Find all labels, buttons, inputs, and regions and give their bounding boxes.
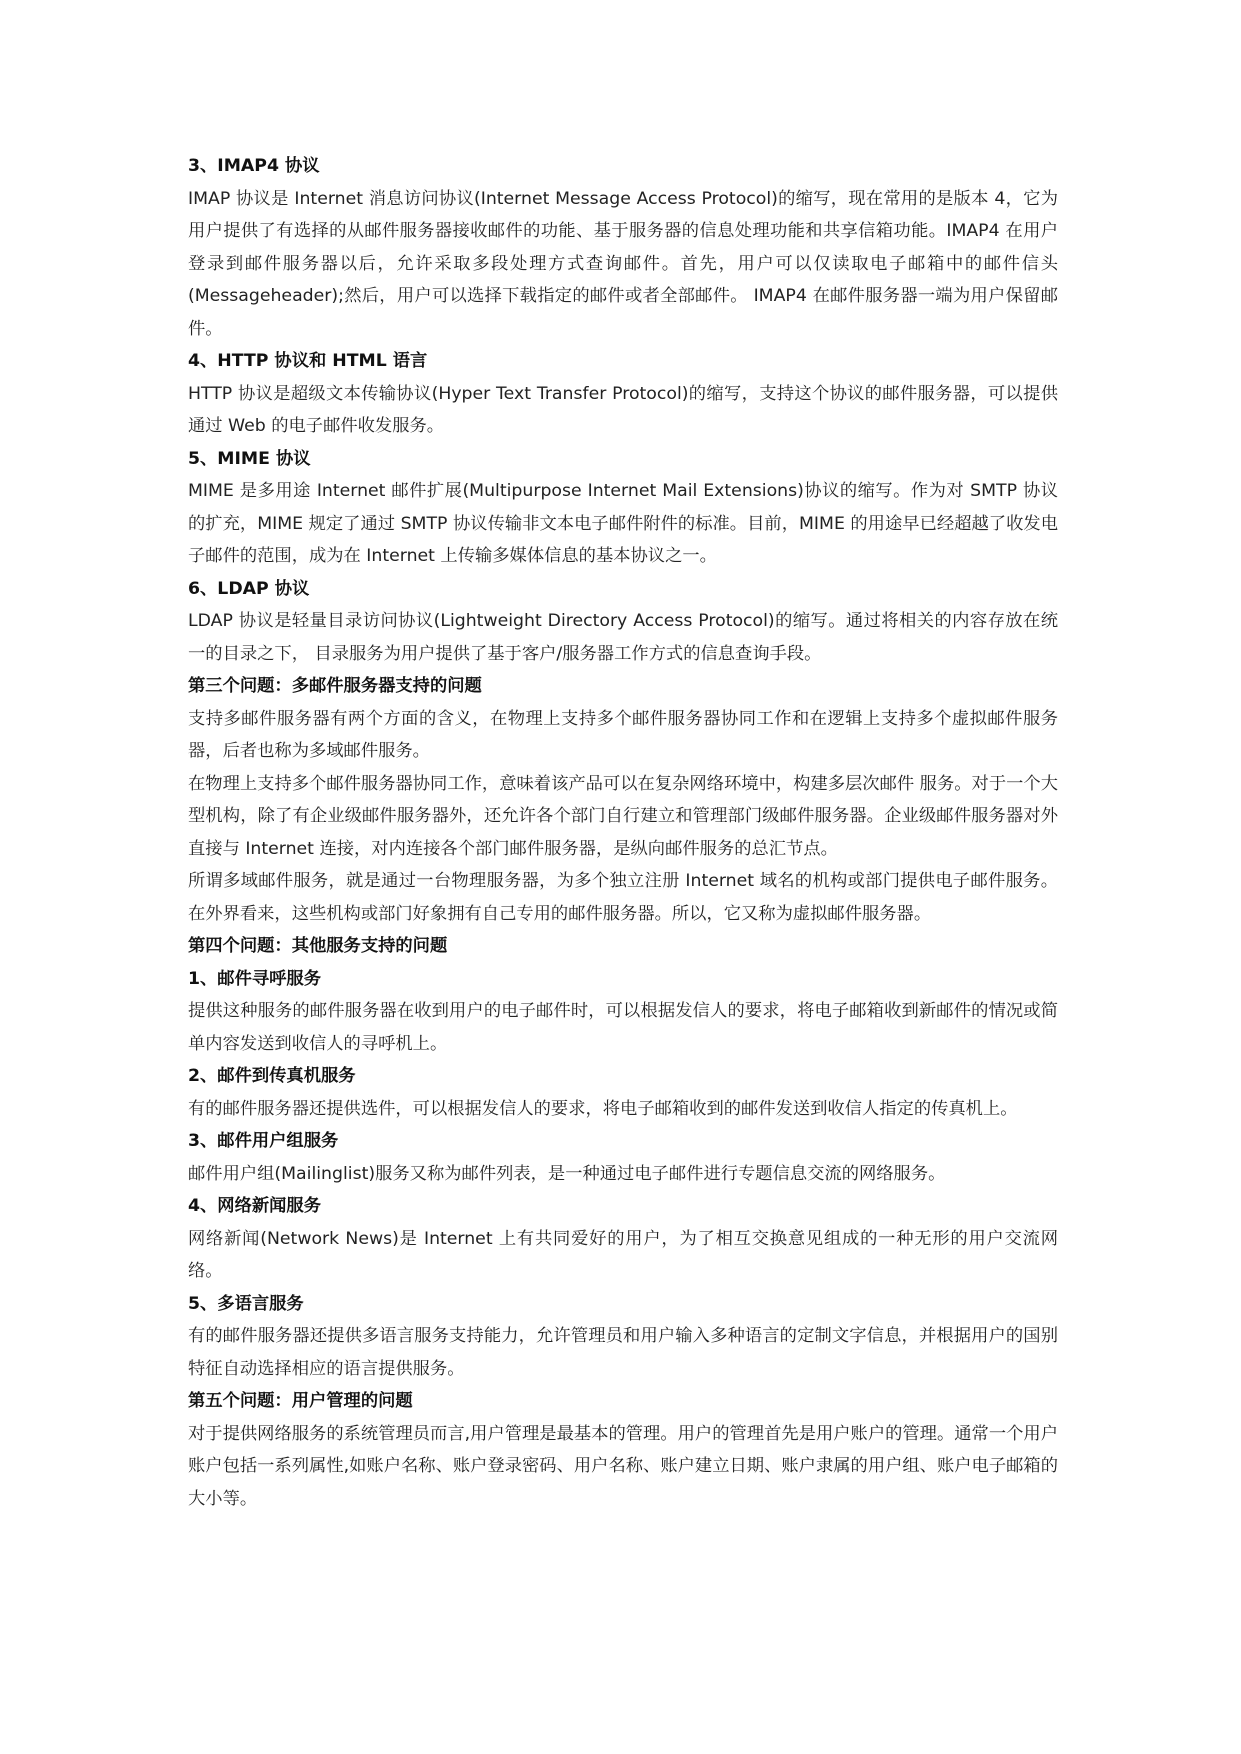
- section-heading-news: 4、网络新闻服务: [188, 1196, 321, 1216]
- paragraph-imap4: IMAP 协议是 Internet 消息访问协议(Internet Message Access Protocol)的缩写，现在常用的是版本 4，它为用户提供了有选择的从邮件服务器接收邮件的功能、基于服务器的信息处理功能和共享信箱功能。IMAP4 在用户登录到邮件服务器以后，允许采取多段处理方式查询邮件。首先，用户可以仅读取电子邮箱中的邮件信头(Messageheader);然后，用户可以选择下载指定的邮件或者全部邮件。 IMAP4 在邮件服务器一端为用户保留邮件。: [188, 188, 1058, 339]
- section-heading-mailing-list: 3、邮件用户组服务: [188, 1131, 339, 1151]
- paragraph-mime: MIME 是多用途 Internet 邮件扩展(Multipurpose Internet Mail Extensions)协议的缩写。作为对 SMTP 协议的扩充，MIME 规定了通过 SMTP 协议传输非文本电子邮件附件的标准。目前，MIME 的用途早已经超越了收发电子邮件的范围，成为在 Internet 上传输多媒体信息的基本协议之一。: [188, 481, 1058, 566]
- question-heading-5: 第五个问题：用户管理的问题: [188, 1391, 413, 1411]
- paragraph-news: 网络新闻(Network News)是 Internet 上有共同爱好的用户，为了相互交换意见组成的一种无形的用户交流网络。: [188, 1228, 1058, 1281]
- paragraph-virtual-servers: 所谓多域邮件服务，就是通过一台物理服务器，为多个独立注册 Internet 域名的机构或部门提供电子邮件服务。在外界看来，这些机构或部门好象拥有自己专用的邮件服务器。所以，它又称为虚拟邮件服务器。: [188, 871, 1058, 924]
- section-heading-paging: 1、邮件寻呼服务: [188, 968, 321, 989]
- document-page: [188, 150, 1058, 1515]
- paragraph-fax: 有的邮件服务器还提供选件，可以根据发信人的要求，将电子邮箱收到的邮件发送到收信人指定的传真机上。: [188, 1098, 1018, 1119]
- section-heading-http-html: 4、HTTP 协议和 HTML 语言: [188, 351, 428, 371]
- section-heading-multilang: 5、多语言服务: [188, 1293, 304, 1314]
- section-heading-ldap: 6、LDAP 协议: [188, 578, 310, 599]
- paragraph-paging: 提供这种服务的邮件服务器在收到用户的电子邮件时，可以根据发信人的要求，将电子邮箱收到新邮件的情况或简单内容发送到收信人的寻呼机上。: [188, 1001, 1058, 1054]
- paragraph-multilang: 有的邮件服务器还提供多语言服务支持能力，允许管理员和用户输入多种语言的定制文字信息，并根据用户的国别特征自动选择相应的语言提供服务。: [188, 1326, 1058, 1379]
- paragraph-multi-server-intro: 支持多邮件服务器有两个方面的含义，在物理上支持多个邮件服务器协同工作和在逻辑上支持多个虚拟邮件服务器，后者也称为多域邮件服务。: [188, 708, 1058, 761]
- question-heading-4: 第四个问题：其他服务支持的问题: [188, 936, 448, 956]
- paragraph-user-management: 对于提供网络服务的系统管理员而言,用户管理是最基本的管理。用户的管理首先是用户账户的管理。通常一个用户账户包括一系列属性,如账户名称、账户登录密码、用户名称、账户建立日期、账户隶属的用户组、账户电子邮箱的大小等。: [188, 1423, 1058, 1509]
- section-heading-mime: 5、MIME 协议: [188, 448, 311, 469]
- section-heading-fax: 2、邮件到传真机服务: [188, 1066, 356, 1086]
- paragraph-physical-servers: 在物理上支持多个邮件服务器协同工作，意味着该产品可以在复杂网络环境中，构建多层次邮件 服务。对于一个大型机构，除了有企业级邮件服务器外，还允许各个部门自行建立和管理部门级邮件服务器。企业级邮件服务器对外直接与 Internet 连接，对内连接各个部门邮件服务器，是纵向邮件服务的总汇节点。: [188, 773, 1058, 859]
- section-heading-imap4: 3、IMAP4 协议: [188, 156, 320, 176]
- paragraph-mailing-list: 邮件用户组(Mailinglist)服务又称为邮件列表，是一种通过电子邮件进行专题信息交流的网络服务。: [188, 1163, 946, 1184]
- paragraph-http: HTTP 协议是超级文本传输协议(Hyper Text Transfer Protocol)的缩写，支持这个协议的邮件服务器，可以提供通过 Web 的电子邮件收发服务。: [188, 383, 1058, 436]
- question-heading-3: 第三个问题：多邮件服务器支持的问题: [188, 676, 482, 696]
- paragraph-ldap: LDAP 协议是轻量目录访问协议(Lightweight Directory Access Protocol)的缩写。通过将相关的内容存放在统一的目录之下， 目录服务为用户提供了基于客户/服务器工作方式的信息查询手段。: [188, 611, 1058, 664]
